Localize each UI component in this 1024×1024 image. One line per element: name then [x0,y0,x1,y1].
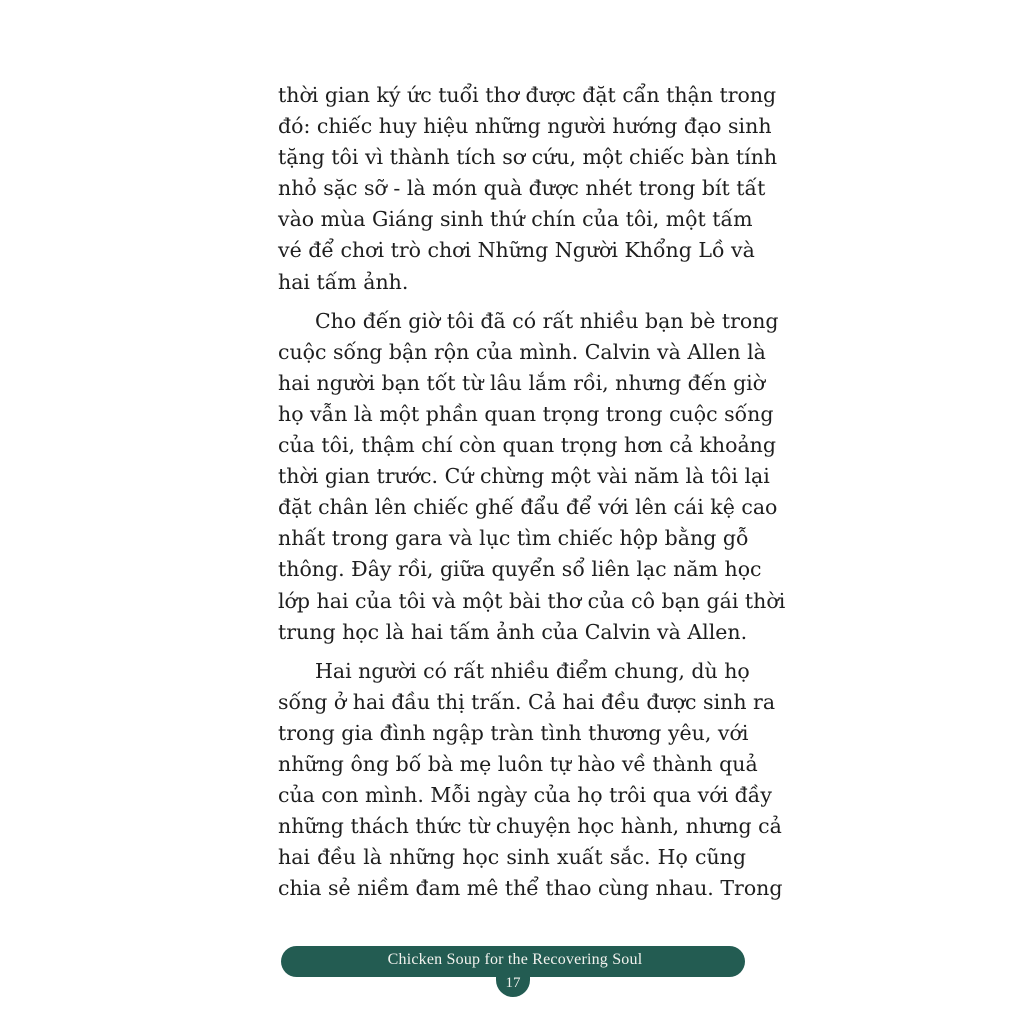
text-line: tặng tôi vì thành tích sơ cứu, một chiếc bàn tính [278,145,778,170]
paragraph-3 [278,656,783,905]
body-text [278,80,786,904]
text-line: của con mình. Mỗi ngày của họ trôi qua với đầy [278,783,772,808]
paragraph-2 [278,306,786,648]
text-line: hai người bạn tốt từ lâu lắm rồi, nhưng đến giờ [278,370,766,395]
text-line: vé để chơi trò chơi Những Người Khổng Lồ và [278,238,755,263]
book-title: Chicken Soup for the Recovering Soul [387,950,643,968]
text-line: thời gian trước. Cứ chừng một vài năm là tôi lại [278,464,770,489]
text-line: những thách thức từ chuyện học hành, nhưng cả [278,814,782,839]
text-line: đó: chiếc huy hiệu những người hướng đạo sinh [278,114,772,139]
page-number-tab [496,967,530,997]
paragraph-1 [278,80,778,298]
text-line: Hai người có rất nhiều điểm chung, dù họ [315,658,750,683]
text-line: nhỏ sặc sỡ - là món quà được nhét trong bít tất [278,176,766,201]
text-line: đặt chân lên chiếc ghế đẩu để với lên cái kệ cao [278,495,778,520]
paragraph-spacer [278,298,746,306]
text-line: họ vẫn là một phần quan trọng trong cuộc sống [278,401,774,426]
text-line: sống ở hai đầu thị trấn. Cả hai đều được sinh ra [278,689,776,714]
text-line: hai tấm ảnh. [278,269,409,294]
text-line: vào mùa Giáng sinh thứ chín của tôi, một tấm [278,207,753,232]
text-line: nhất trong gara và lục tìm chiếc hộp bằng gỗ [278,526,749,551]
text-line: trung học là hai tấm ảnh của Calvin và Allen. [278,619,748,644]
text-line: thời gian ký ức tuổi thơ được đặt cẩn thận trong [278,83,777,107]
text-line: chia sẻ niềm đam mê thể thao cùng nhau. Trong [278,876,783,901]
text-line: hai đều là những học sinh xuất sắc. Họ cũng [278,845,746,870]
text-line: Cho đến giờ tôi đã có rất nhiều bạn bè trong [315,308,779,333]
text-line: thông. Đây rồi, giữa quyển sổ liên lạc năm học [278,557,762,582]
text-line: cuộc sống bận rộn của mình. Calvin và Allen là [278,339,766,364]
text-line: trong gia đình ngập tràn tình thương yêu, với [278,720,749,745]
paragraph-spacer [278,648,746,656]
page-number: 17 [505,974,521,991]
text-line: lớp hai của tôi và một bài thơ của cô bạn gái thời [278,588,786,613]
text-line: của tôi, thậm chí còn quan trọng hơn cả khoảng [278,433,776,458]
text-line: những ông bố bà mẹ luôn tự hào về thành quả [278,751,758,776]
